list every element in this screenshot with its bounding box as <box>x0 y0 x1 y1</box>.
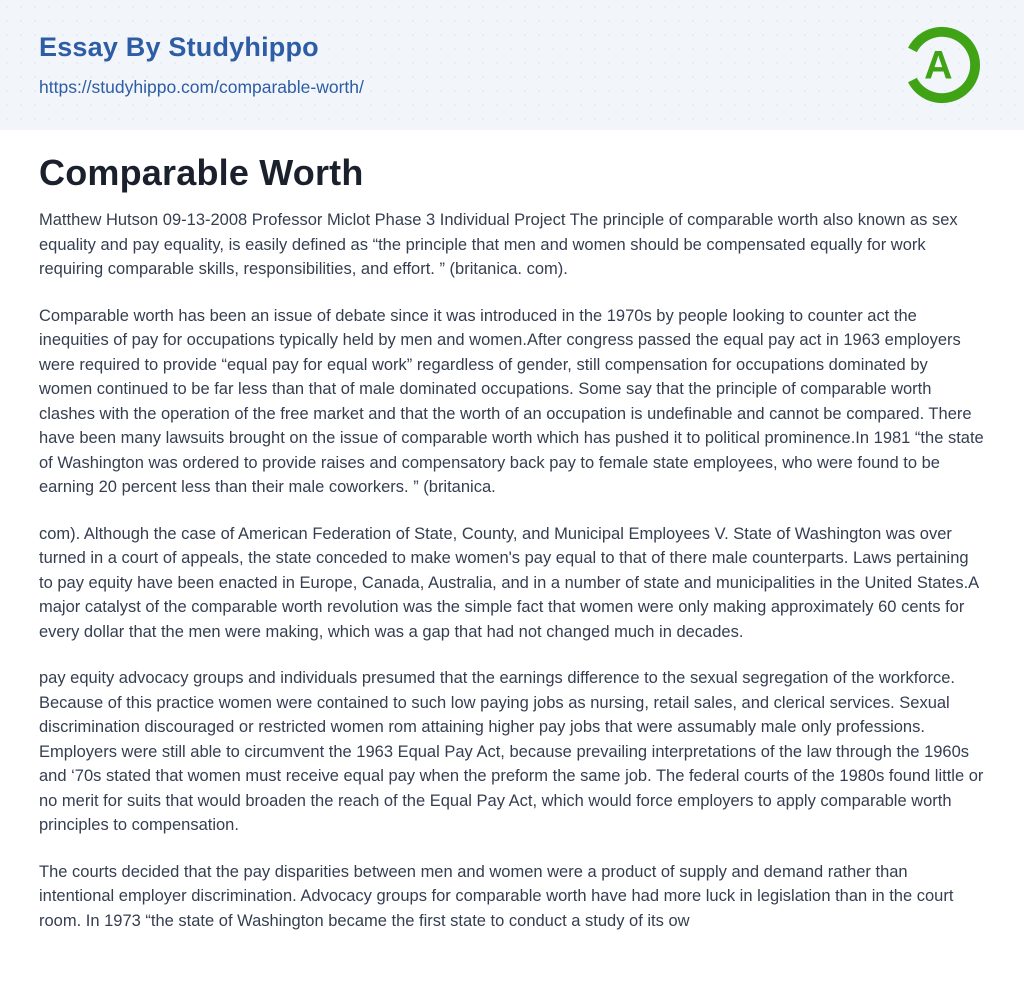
page-title: Comparable Worth <box>39 152 364 193</box>
essay-paragraph: com). Although the case of American Federation of State, County, and Municipal Employees V. State of Washington was over turned in a court of appeals, the state conceded to make women's pay equal to that of there male counterparts. Laws pertaining to pay equity have been enacted in Europe, Canada, Australia, and in a number of state and municipalities in the United States.A major catalyst of the comparable worth revolution was the simple fact that women were only making approximately 60 cents for every dollar that the men were making, which was a gap that had not changed much in decades. <box>39 524 979 641</box>
essay-paragraph: The courts decided that the pay disparities between men and women were a product of supply and demand rather than intentional employer discrimination. Advocacy groups for comparable worth have had more luck in legislation than in the court room. In 1973 “the state of Washington became the first state to conduct a study of its ow <box>39 862 954 930</box>
logo-letter: A <box>924 43 953 88</box>
essay-body <box>39 208 985 933</box>
essay-paragraph: Matthew Hutson 09-13-2008 Professor Miclot Phase 3 Individual Project The principle of comparable worth also known as sex equality and pay equality, is easily defined as “the principle that men and women should be compensated equally for work requiring comparable skills, responsibilities, and effort. ” (britanica. com). <box>39 211 958 278</box>
studyhippo-logo-icon <box>899 22 985 108</box>
essay-paragraph: Comparable worth has been an issue of debate since it was introduced in the 1970s by people looking to counter act the inequities of pay for occupations typically held by men and women.After congress passed the equal pay act in 1963 employers were required to provide “equal pay for equal work” regardless of gender, still compensation for occupations dominated by women continued to be far less than that of male dominated occupations. Some say that the principle of comparable worth clashes with the operation of the free market and that the worth of an occupation is undefinable and cannot be compared. There have been many lawsuits brought on the issue of comparable worth which has pushed it to political prominence.In 1981 “the state of Washington was ordered to provide raises and compensatory back pay to female state employees, who were found to be earning 20 percent less than their male coworkers. ” (britanica. <box>39 306 984 496</box>
essay-content <box>0 130 1024 933</box>
source-url-link[interactable]: https://studyhippo.com/comparable-worth/ <box>39 77 364 98</box>
site-title: Essay By Studyhippo <box>39 31 319 62</box>
page-header <box>0 0 1024 130</box>
essay-paragraph: pay equity advocacy groups and individuals presumed that the earnings difference to the sexual segregation of the workforce. Because of this practice women were contained to such low paying jobs as nursing, retail sales, and clerical services. Sexual discrimination discouraged or restricted women rom attaining higher pay jobs that were assumably male only professions. Employers were still able to circumvent the 1963 Equal Pay Act, because prevailing interpretations of the law through the 1960s and ‘70s stated that women must receive equal pay when the preform the same job. The federal courts of the 1980s found little or no merit for suits that would broaden the reach of the Equal Pay Act, which would force employers to apply comparable worth principles to compensation. <box>39 669 984 834</box>
header-branding <box>39 32 364 98</box>
